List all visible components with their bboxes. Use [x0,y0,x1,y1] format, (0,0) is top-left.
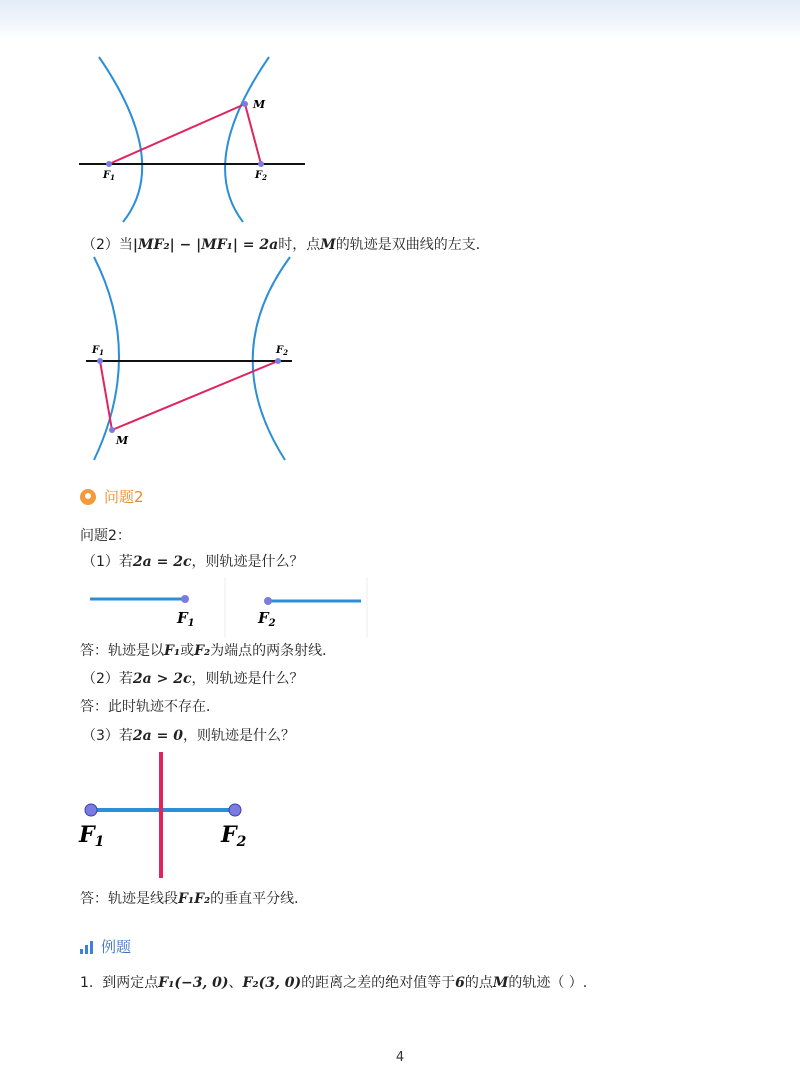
point-m [109,427,115,433]
point-m [242,101,248,107]
segment-f1-m [100,361,112,430]
hyperbola-left-branch [99,57,142,222]
hyperbola-figure-right-branch [75,52,315,227]
label-f1: $F_1$ [177,609,195,629]
hyperbola-figure-left-branch [80,255,300,465]
label-f1: F1 [79,822,105,850]
label-f2: $F_2$ [276,345,288,357]
section-example-title: 例题 [101,938,132,956]
segment-m-f2 [112,361,278,430]
point-f1 [181,595,189,603]
section-question-title: 问题2 [104,488,144,506]
two-rays-figure [85,577,370,637]
case2-line: （2）当|MF₂| − |MF₁| = 2a时，点M的轨迹是双曲线的左支． [82,237,490,253]
point-f2 [275,358,281,364]
label-f1: $F_1$ [92,345,104,357]
point-f1 [97,358,103,364]
example-1: 1. 到两定点F₁(−3, 0)、F₂(3, 0)的距离之差的绝对值等于6的点M的轨迹（ ）. [80,975,588,991]
label-f1: $F_1$ [103,170,115,182]
perpendicular-bisector-figure [75,750,265,880]
point-f2 [264,597,272,605]
lightbulb-icon [80,489,96,505]
answer-1: 答：轨迹是以F₁或F₂为端点的两条射线． [80,643,337,659]
label-m: M [116,434,129,447]
point-f2 [258,161,264,167]
label-f2: $F_2$ [258,609,276,629]
top-band [0,0,800,40]
label-f2: $F_2$ [255,170,267,182]
answer-2: 答：此时轨迹不存在． [80,699,220,715]
segment-m-f2 [245,104,261,164]
label-f2: F2 [221,822,247,850]
label-m: M [253,98,266,111]
answer-3: 答：轨迹是线段F₁F₂的垂直平分线． [80,891,309,907]
point-f1 [85,804,97,816]
point-f1 [106,161,112,167]
section-example-header [80,936,131,957]
hyperbola-right-branch [225,57,269,222]
hyperbola-right-branch [253,257,290,460]
section-question-header [80,486,144,507]
question-2: （2）若2a > 2c，则轨迹是什么？ [82,671,304,687]
question-1: （1）若2a = 2c，则轨迹是什么？ [82,554,304,570]
page-number: 4 [395,1050,405,1065]
question-3: （3）若2a = 0，则轨迹是什么？ [82,728,295,744]
question-heading: 问题2： [80,528,131,544]
point-f2 [229,804,241,816]
bar-chart-icon [80,940,93,954]
